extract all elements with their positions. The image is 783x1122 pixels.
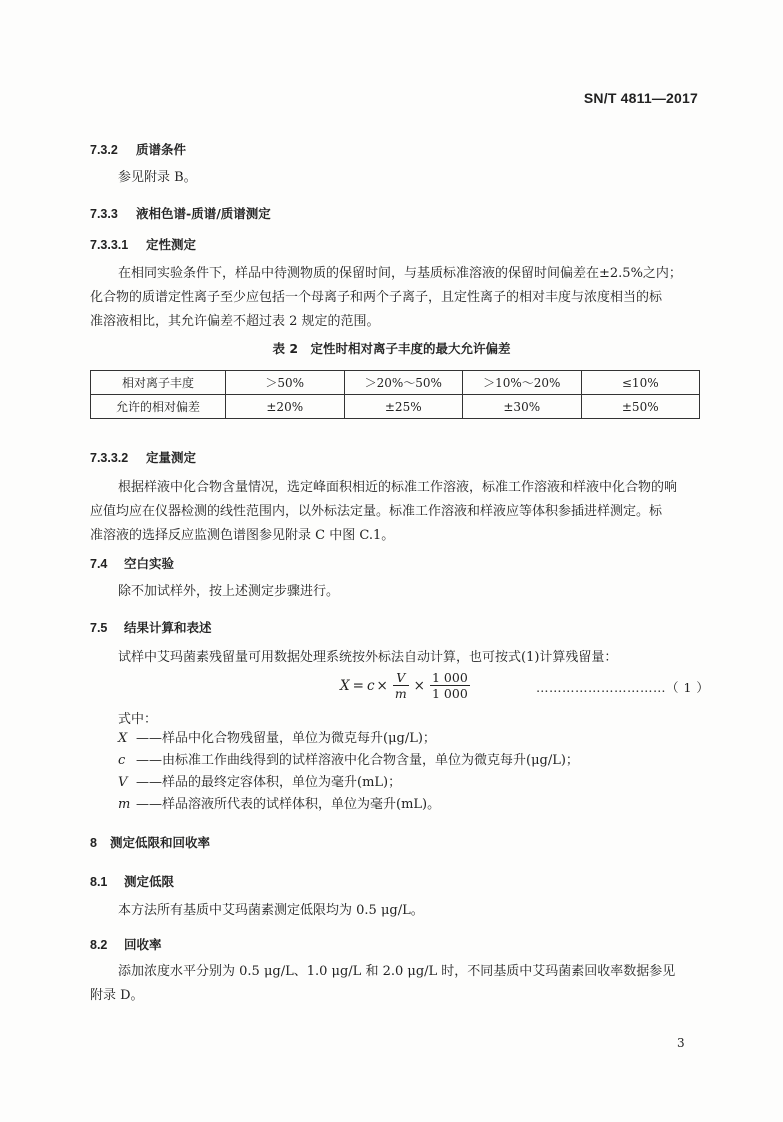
equation-1 xyxy=(340,670,473,701)
formula-operator: × xyxy=(413,677,425,694)
text-line: 化合物的质谱定性离子至少应包括一个母离子和两个子离子，且定性离子的相对丰度与浓度相当的标 xyxy=(90,290,663,305)
para-8-2 xyxy=(90,960,702,1008)
table-row xyxy=(91,395,700,419)
heading-7-3-3-2 xyxy=(90,448,196,466)
heading-number: 8.2 xyxy=(90,938,108,952)
heading-number: 7.4 xyxy=(90,557,108,571)
heading-number: 8 xyxy=(90,836,97,850)
text-line: 准溶液相比，其允许偏差不超过表 2 规定的范围。 xyxy=(90,314,380,329)
heading-7-4 xyxy=(90,554,174,572)
heading-7-5 xyxy=(90,618,212,636)
table-cell: 相对离子丰度 xyxy=(91,371,226,395)
variable-desc: ——样品的最终定容体积，单位为毫升(mL)； xyxy=(136,775,402,790)
para-7-5: 试样中艾玛菌素残留量可用数据处理系统按外标法自动计算，也可按式(1)计算残留量： xyxy=(118,650,618,665)
heading-8-1 xyxy=(90,872,174,890)
variable-symbol: X xyxy=(118,731,128,746)
table-cell: ±30% xyxy=(463,395,582,419)
variable-desc: ——样品中化合物残留量，单位为微克每升(μg/L)； xyxy=(136,731,436,746)
table-cell: 允许的相对偏差 xyxy=(91,395,226,419)
formula-symbol: c xyxy=(366,677,375,694)
table-cell: ≤10% xyxy=(581,371,700,395)
table-cell: ＞10%～20% xyxy=(463,371,582,395)
heading-title: 空白实验 xyxy=(124,556,175,571)
heading-number: 7.3.3.1 xyxy=(90,238,129,252)
heading-title: 测定低限和回收率 xyxy=(110,835,211,850)
heading-number: 7.3.3 xyxy=(90,207,118,221)
text-line: 准溶液的选择反应监测色谱图参见附录 C 中图 C.1。 xyxy=(90,528,395,543)
table-cell: ±20% xyxy=(226,395,345,419)
formula-operator: = xyxy=(352,677,364,694)
heading-number: 7.3.2 xyxy=(90,143,118,157)
para-8-1: 本方法所有基质中艾玛菌素测定低限均为 0.5 μg/L。 xyxy=(118,903,424,918)
variable-symbol: m xyxy=(118,797,131,812)
text-line: 根据样液中化合物含量情况，选定峰面积相近的标准工作溶液，标准工作溶液和样液中化合物的响 xyxy=(118,480,678,495)
text-line: 添加浓度水平分别为 0.5 μg/L、1.0 μg/L 和 2.0 μg/L 时，不同基质中艾玛菌素回收率数据参见 xyxy=(118,964,676,979)
heading-number: 7.5 xyxy=(90,621,108,635)
text-line: 在相同实验条件下，样品中待测物质的保留时间，与基质标准溶液的保留时间偏差在±2.5%之内； xyxy=(118,266,682,281)
heading-title: 结果计算和表述 xyxy=(124,620,212,635)
heading-7-3-3 xyxy=(90,204,271,222)
fraction-denominator: 1 000 xyxy=(431,686,468,701)
table-cell: ＞20%～50% xyxy=(344,371,463,395)
heading-title: 定性测定 xyxy=(146,237,197,252)
table-2 xyxy=(90,370,700,419)
table-cell: ±50% xyxy=(581,395,700,419)
para-7-3-2: 参见附录 B。 xyxy=(118,170,197,185)
text-line: 应值均应在仪器检测的线性范围内，以外标法定量。标准工作溶液和样液应等体积参插进样测定。标 xyxy=(90,504,663,519)
heading-7-3-3-1 xyxy=(90,235,196,253)
variable-def xyxy=(118,793,440,812)
table-title: 表 2 定性时相对离子丰度的最大允许偏差 xyxy=(272,341,511,356)
variable-symbol: V xyxy=(118,775,128,790)
formula-fraction xyxy=(430,670,470,701)
equation-number: …………………………（ 1 ） xyxy=(536,680,710,695)
heading-title: 回收率 xyxy=(124,937,162,952)
text-line: 附录 D。 xyxy=(90,988,144,1003)
heading-title: 液相色谱-质谱/质谱测定 xyxy=(136,206,271,221)
heading-title: 质谱条件 xyxy=(136,142,187,157)
heading-8-2 xyxy=(90,935,162,953)
table-row xyxy=(91,371,700,395)
para-7-3-3-2 xyxy=(90,476,702,548)
para-7-3-3-1 xyxy=(90,262,702,334)
heading-number: 8.1 xyxy=(90,875,108,889)
variable-desc: ——样品溶液所代表的试样体积，单位为毫升(mL)。 xyxy=(136,797,441,812)
formula-fraction xyxy=(393,670,409,701)
variable-desc: ——由标准工作曲线得到的试样溶液中化合物含量，单位为微克每升(μg/L)； xyxy=(136,753,579,768)
fraction-numerator: V xyxy=(396,670,406,685)
heading-title: 定量测定 xyxy=(146,450,197,465)
where-label: 式中： xyxy=(118,712,158,727)
formula-operator: × xyxy=(376,677,388,694)
heading-7-3-2 xyxy=(90,140,186,158)
variable-def xyxy=(118,727,436,746)
fraction-denominator: m xyxy=(394,686,407,701)
formula-symbol: X xyxy=(340,677,350,694)
table-cell: ＞50% xyxy=(226,371,345,395)
table-cell: ±25% xyxy=(344,395,463,419)
standard-code: SN/T 4811—2017 xyxy=(583,90,698,106)
variable-def xyxy=(118,749,579,768)
heading-number: 7.3.3.2 xyxy=(90,451,129,465)
variable-def xyxy=(118,771,401,790)
heading-8 xyxy=(90,833,210,851)
variable-symbol: c xyxy=(118,753,126,768)
fraction-numerator: 1 000 xyxy=(431,670,468,685)
heading-title: 测定低限 xyxy=(124,874,175,889)
para-7-4: 除不加试样外，按上述测定步骤进行。 xyxy=(118,584,340,599)
page-number: 3 xyxy=(677,1036,685,1050)
